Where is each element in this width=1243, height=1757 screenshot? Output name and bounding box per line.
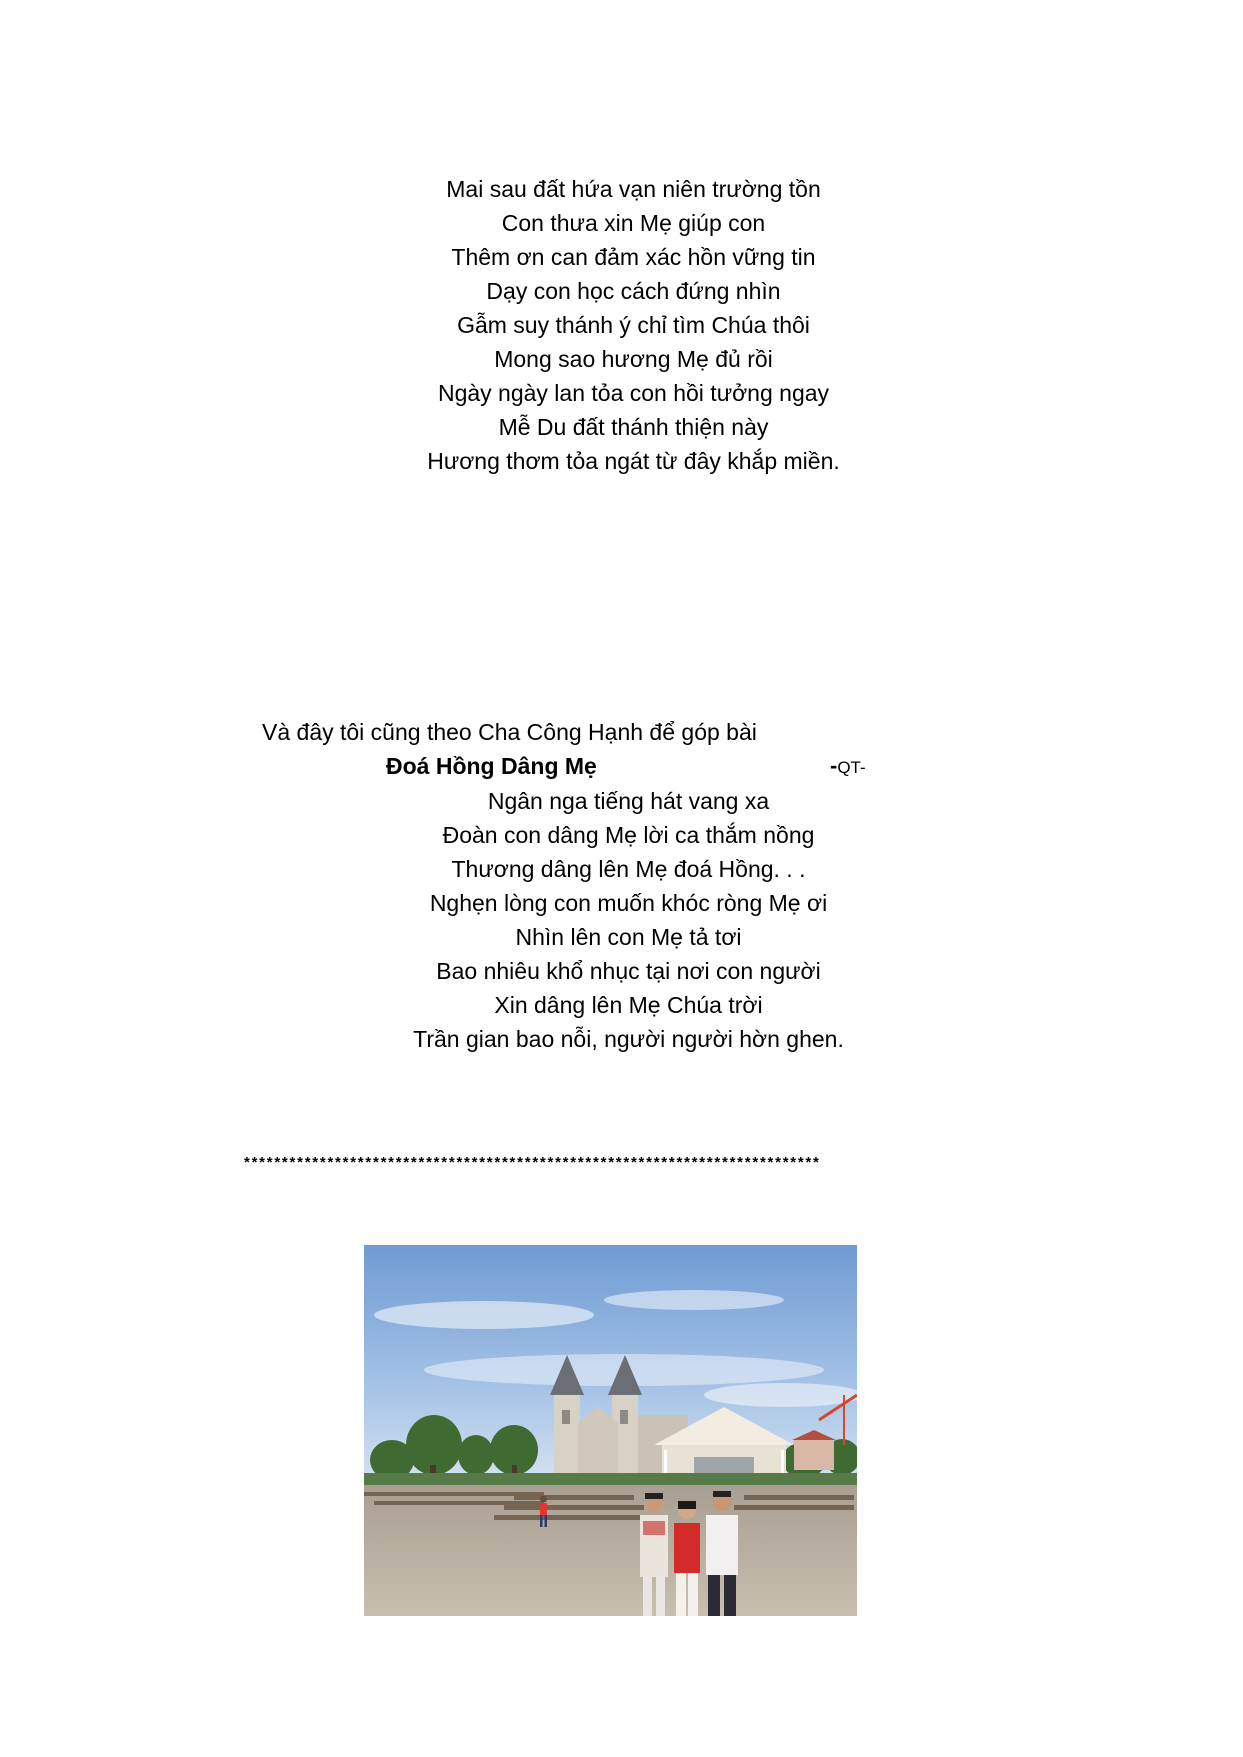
author-dash-left: - xyxy=(830,753,838,778)
poem-line: Mong sao hương Mẹ đủ rồi xyxy=(494,346,773,372)
poem-line: Dạy con học cách đứng nhìn xyxy=(486,278,781,304)
poem-line: Ngày ngày lan tỏa con hồi tưởng ngay xyxy=(437,380,830,406)
poem-line: Xin dâng lên Mẹ Chúa trời xyxy=(494,992,763,1018)
poem-line: Nghẹn lòng con muốn khóc ròng Mẹ ơi xyxy=(429,890,828,916)
poem-first-stanza xyxy=(12,172,1243,478)
poem-line: Nhìn lên con Mẹ tả tơi xyxy=(515,924,742,950)
poem-line: Mai sau đất hứa vạn niên trường tồn xyxy=(446,176,821,202)
poem-second-stanza xyxy=(7,784,1243,1056)
poem-line: Thương dâng lên Mẹ đoá Hồng. . . xyxy=(451,856,806,882)
church-photo xyxy=(364,1245,857,1616)
poem-title: Đoá Hồng Dâng Mẹ xyxy=(386,753,597,779)
poem-line: Gẫm suy thánh ý chỉ tìm Chúa thôi xyxy=(457,312,810,338)
poem-line: Đoàn con dâng Mẹ lời ca thắm nồng xyxy=(442,822,815,848)
star-divider: **************************************************************************** xyxy=(244,1154,821,1171)
poem-line: Bao nhiêu khổ nhục tại nơi con người xyxy=(436,958,821,984)
poem-line: Hương thơm tỏa ngát từ đây khắp miền. xyxy=(427,448,840,474)
title-row xyxy=(0,749,1243,783)
poem-line: Mễ Du đất thánh thiện này xyxy=(498,414,769,440)
poem-line: Con thưa xin Mẹ giúp con xyxy=(501,210,766,236)
author-name: QT xyxy=(837,758,860,777)
intro-text: Và đây tôi cũng theo Cha Công Hạnh để góp bài xyxy=(262,719,757,745)
poem-line: Trần gian bao nỗi, người người hờn ghen. xyxy=(413,1026,844,1052)
poem-line: Thêm ơn can đảm xác hồn vững tin xyxy=(451,244,816,270)
poem-line: Ngân nga tiếng hát vang xa xyxy=(487,788,770,814)
author-signature xyxy=(830,749,866,785)
author-dash-right: - xyxy=(860,758,866,777)
